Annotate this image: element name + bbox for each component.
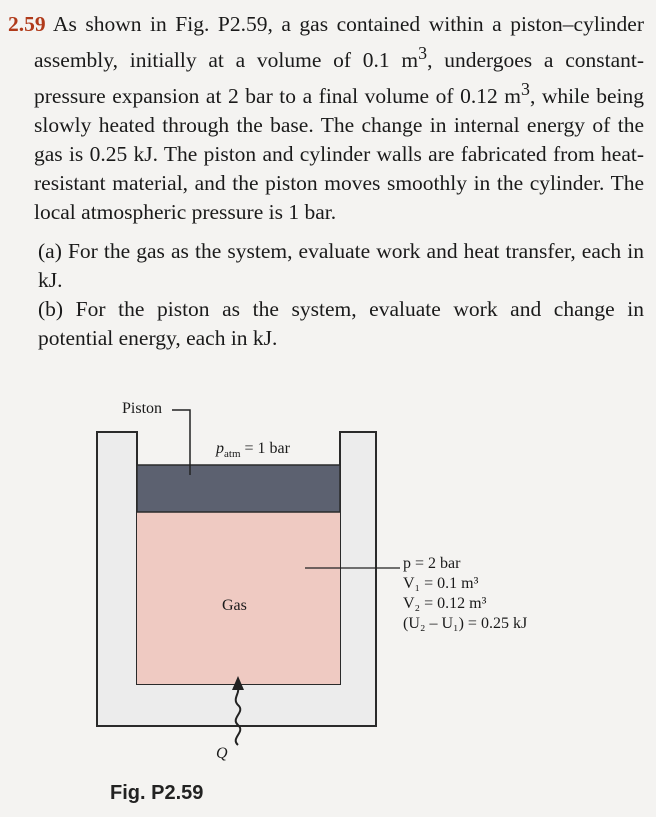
heat-label: Q <box>216 745 228 762</box>
problem-parts <box>8 237 644 353</box>
v2-condition: V₂ = 0.12 m³ <box>403 595 487 612</box>
pressure-condition: p = 2 bar <box>403 555 461 572</box>
piston-label: Piston <box>122 400 163 417</box>
v1-condition: V₁ = 0.1 m³ <box>403 575 479 592</box>
problem-text <box>8 10 644 353</box>
piston-cylinder-figure <box>0 390 656 780</box>
conditions-box <box>403 554 527 634</box>
patm-label: $p_{atm} = 1$ bar <box>216 440 290 461</box>
figure-caption: Fig. P2.59 <box>110 782 204 804</box>
problem-number: 2.59 <box>8 12 46 36</box>
part-b: (b) For the piston as the system, evaluate work and change in potential energy, each in kJ. <box>38 297 644 351</box>
part-a: (a) For the gas as the system, evaluate work and heat transfer, each in kJ. <box>38 239 644 293</box>
internal-energy-condition: (U₂ – U₁) = 0.25 kJ <box>403 615 528 632</box>
problem-statement: 2.59 As shown in Fig. P2.59, a gas contained within a piston–cylinder assembly, initially at a volume of 0.1 $m^3$, undergoes a constant-pressure expansion at 2 bar to a final volume of 0.12 $m^3$, while being slowly heated through the base. The change in internal energy of the gas is 0.25 kJ. The piston and cylinder walls are fabricated from heat-resistant material, and the piston moves smoothly in the cylinder. The local atmospheric pressure is 1 bar. <box>8 12 645 225</box>
figure-drawing <box>0 390 656 780</box>
piston <box>137 465 340 512</box>
gas-label: Gas <box>222 597 247 614</box>
